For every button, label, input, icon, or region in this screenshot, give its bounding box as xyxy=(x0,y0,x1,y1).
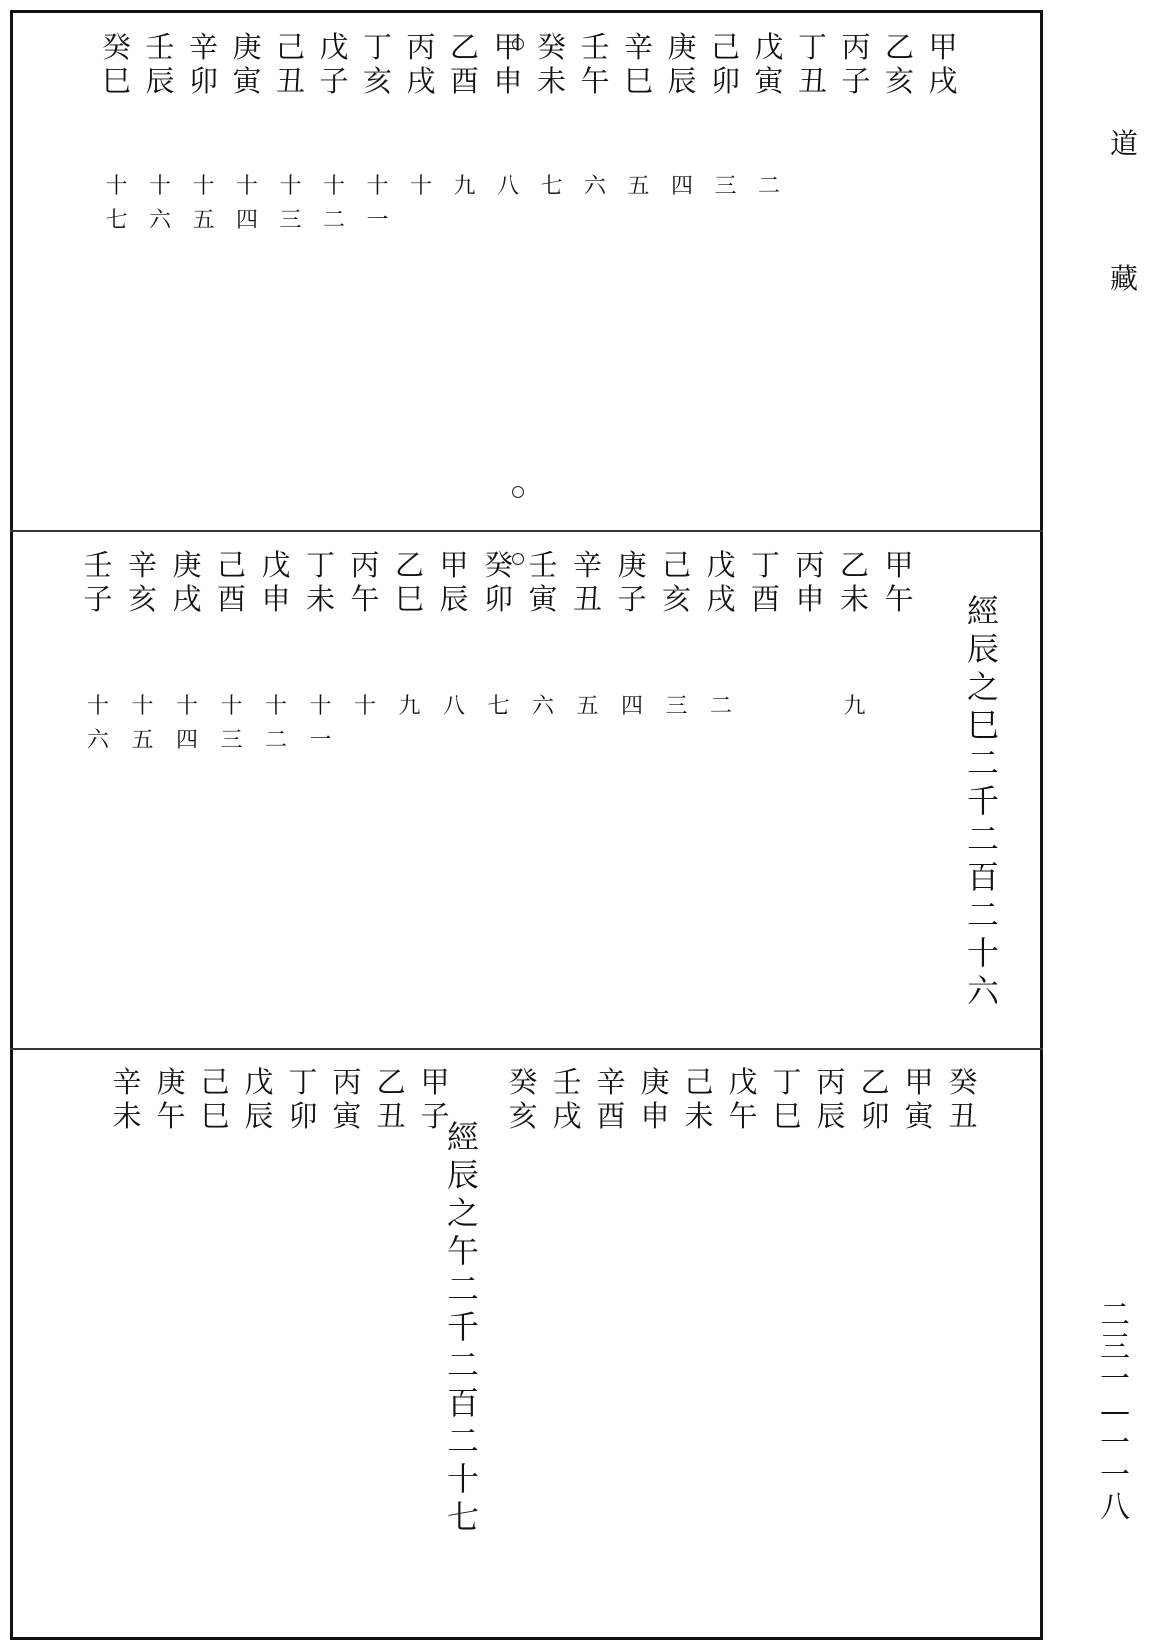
ganzhi-column xyxy=(698,548,744,616)
year-number xyxy=(609,690,655,724)
ganzhi-char: 乙 xyxy=(860,1065,890,1099)
ganzhi-column xyxy=(120,548,166,616)
page-frame xyxy=(10,10,1043,1640)
year-number-char: 二 xyxy=(709,694,732,719)
ganzhi-char: 辛 xyxy=(112,1065,142,1099)
section-title-char: 經 xyxy=(446,1118,479,1156)
ganzhi-column xyxy=(181,30,227,98)
ganzhi-column xyxy=(209,548,255,616)
ganzhi-column xyxy=(398,30,444,98)
ganzhi-column xyxy=(368,1065,414,1133)
year-number-char: 一 xyxy=(366,208,389,233)
ganzhi-char: 壬 xyxy=(145,30,175,64)
ganzhi-column xyxy=(500,1065,546,1133)
year-number xyxy=(75,690,121,758)
ganzhi-char: 寅 xyxy=(232,64,262,98)
margin-title-bottom: 藏 xyxy=(1110,262,1139,295)
ganzhi-char: 丙 xyxy=(406,30,436,64)
ganzhi-char: 辛 xyxy=(127,548,157,582)
section-title-char: 七 xyxy=(446,1498,479,1536)
ganzhi-column xyxy=(544,1065,590,1133)
ganzhi-char: 丑 xyxy=(376,1099,406,1133)
ganzhi-char: 丙 xyxy=(795,548,825,582)
ganzhi-char: 巳 xyxy=(200,1099,230,1133)
ganzhi-char: 戊 xyxy=(261,548,291,582)
year-number-char: 九 xyxy=(398,694,421,719)
ganzhi-char: 丁 xyxy=(305,548,335,582)
year-number xyxy=(746,170,792,204)
year-number xyxy=(703,170,749,204)
ganzhi-char: 寅 xyxy=(904,1099,934,1133)
page-number-char: 一 xyxy=(1100,1458,1130,1493)
ganzhi-column xyxy=(253,548,299,616)
page-number-char: 三 xyxy=(1100,1330,1130,1365)
year-number-char: 七 xyxy=(105,208,128,233)
ganzhi-char: 酉 xyxy=(216,582,246,616)
ganzhi-column xyxy=(877,30,923,98)
ganzhi-column xyxy=(164,548,210,616)
ganzhi-column xyxy=(148,1065,194,1133)
ganzhi-char: 戌 xyxy=(552,1099,582,1133)
ganzhi-char: 丑 xyxy=(948,1099,978,1133)
year-number xyxy=(311,170,357,238)
ganzhi-char: 己 xyxy=(275,30,305,64)
ganzhi-char: 丑 xyxy=(275,64,305,98)
ganzhi-char: 亥 xyxy=(884,64,914,98)
section-divider xyxy=(10,530,1043,532)
year-number-char: 十 xyxy=(105,174,128,199)
ganzhi-column xyxy=(787,548,833,616)
year-number-char: 五 xyxy=(131,728,154,753)
year-number-char: 十 xyxy=(366,174,389,199)
year-number-char: 十 xyxy=(322,174,345,199)
ganzhi-char: 丁 xyxy=(362,30,392,64)
year-number-char: 九 xyxy=(453,174,476,199)
ganzhi-column xyxy=(280,1065,326,1133)
year-number xyxy=(698,690,744,724)
ganzhi-char: 庚 xyxy=(232,30,262,64)
ganzhi-char: 申 xyxy=(640,1099,670,1133)
ganzhi-char: 丁 xyxy=(797,30,827,64)
year-number xyxy=(572,170,618,204)
ganzhi-char: 亥 xyxy=(362,64,392,98)
ganzhi-column xyxy=(632,1065,678,1133)
year-number-char: 十 xyxy=(131,694,154,719)
ganzhi-char: 巳 xyxy=(772,1099,802,1133)
section-title-char: 十 xyxy=(446,1460,479,1498)
ganzhi-column xyxy=(876,548,922,616)
ganzhi-char: 辰 xyxy=(145,64,175,98)
year-number xyxy=(342,690,388,724)
section-title-char: 百 xyxy=(446,1384,479,1422)
ganzhi-column xyxy=(236,1065,282,1133)
year-number-char: 十 xyxy=(86,694,109,719)
year-number-char: 八 xyxy=(496,174,519,199)
ganzhi-char: 巳 xyxy=(394,582,424,616)
year-number xyxy=(616,170,662,204)
ganzhi-char: 甲 xyxy=(493,30,523,64)
year-number-char: 十 xyxy=(279,174,302,199)
ganzhi-char: 戊 xyxy=(706,548,736,582)
year-number-char: 九 xyxy=(843,694,866,719)
year-number-char: 六 xyxy=(148,208,171,233)
ganzhi-char: 己 xyxy=(216,548,246,582)
ganzhi-column xyxy=(442,30,488,98)
ganzhi-char: 丁 xyxy=(288,1065,318,1099)
margin-title-top: 道 xyxy=(1110,127,1139,160)
ganzhi-column xyxy=(746,30,792,98)
ganzhi-char: 辛 xyxy=(188,30,218,64)
ganzhi-column xyxy=(529,30,575,98)
section-title-char: 之 xyxy=(966,668,999,706)
ganzhi-char: 午 xyxy=(580,64,610,98)
ganzhi-char: 丑 xyxy=(797,64,827,98)
ganzhi-char: 子 xyxy=(841,64,871,98)
ganzhi-char: 未 xyxy=(305,582,335,616)
section-title-char: 辰 xyxy=(446,1156,479,1194)
ganzhi-char: 午 xyxy=(728,1099,758,1133)
section-title-char: 十 xyxy=(966,934,999,972)
year-number xyxy=(520,690,566,724)
ganzhi-column xyxy=(833,30,879,98)
ganzhi-char: 未 xyxy=(536,64,566,98)
ganzhi-char: 辰 xyxy=(244,1099,274,1133)
section-title-char: 之 xyxy=(446,1194,479,1232)
ganzhi-char: 子 xyxy=(420,1099,450,1133)
ganzhi-char: 甲 xyxy=(884,548,914,582)
ganzhi-char: 己 xyxy=(200,1065,230,1099)
year-number xyxy=(209,690,255,758)
ganzhi-column xyxy=(832,548,878,616)
ganzhi-char: 酉 xyxy=(750,582,780,616)
year-number-char: 二 xyxy=(757,174,780,199)
year-number-char: 四 xyxy=(670,174,693,199)
year-number xyxy=(94,170,140,238)
ganzhi-char: 癸 xyxy=(101,30,131,64)
ganzhi-char: 戌 xyxy=(928,64,958,98)
year-number xyxy=(565,690,611,724)
year-number-char: 十 xyxy=(148,174,171,199)
ganzhi-char: 己 xyxy=(710,30,740,64)
year-number xyxy=(654,690,700,724)
ganzhi-column xyxy=(743,548,789,616)
ganzhi-char: 癸 xyxy=(536,30,566,64)
ganzhi-column xyxy=(137,30,183,98)
year-number xyxy=(137,170,183,238)
section-title-char: 二 xyxy=(966,744,999,782)
section-title-char: 百 xyxy=(966,858,999,896)
ganzhi-column xyxy=(485,30,531,98)
ganzhi-char: 己 xyxy=(661,548,691,582)
ganzhi-char: 壬 xyxy=(528,548,558,582)
year-number xyxy=(268,170,314,238)
ganzhi-char: 丁 xyxy=(772,1065,802,1099)
ganzhi-char: 戊 xyxy=(728,1065,758,1099)
ganzhi-char: 卯 xyxy=(188,64,218,98)
ganzhi-char: 乙 xyxy=(394,548,424,582)
ganzhi-column xyxy=(609,548,655,616)
year-number xyxy=(485,170,531,204)
ganzhi-column xyxy=(75,548,121,616)
ganzhi-char: 辛 xyxy=(572,548,602,582)
ganzhi-char: 卯 xyxy=(860,1099,890,1133)
ganzhi-char: 午 xyxy=(350,582,380,616)
ganzhi-char: 庚 xyxy=(156,1065,186,1099)
ganzhi-column xyxy=(764,1065,810,1133)
ganzhi-column xyxy=(659,30,705,98)
ganzhi-char: 巳 xyxy=(623,64,653,98)
ganzhi-char: 乙 xyxy=(449,30,479,64)
ganzhi-char: 子 xyxy=(617,582,647,616)
year-number-char: 十 xyxy=(353,694,376,719)
ganzhi-char: 丙 xyxy=(841,30,871,64)
page-number xyxy=(1092,1300,1138,1524)
section-title xyxy=(440,1118,486,1536)
ganzhi-column xyxy=(342,548,388,616)
ganzhi-column xyxy=(588,1065,634,1133)
ganzhi-char: 甲 xyxy=(904,1065,934,1099)
year-number xyxy=(832,690,878,724)
ganzhi-column xyxy=(896,1065,942,1133)
ganzhi-char: 壬 xyxy=(552,1065,582,1099)
ganzhi-char: 辛 xyxy=(623,30,653,64)
ganzhi-char: 辰 xyxy=(816,1099,846,1133)
year-number-char: 三 xyxy=(279,208,302,233)
ganzhi-char: 未 xyxy=(112,1099,142,1133)
ganzhi-column xyxy=(654,548,700,616)
ganzhi-column xyxy=(224,30,270,98)
ganzhi-char: 乙 xyxy=(376,1065,406,1099)
section-title-char: 二 xyxy=(966,896,999,934)
year-number xyxy=(164,690,210,758)
page-number-char: 二 xyxy=(1100,1298,1130,1333)
year-number xyxy=(253,690,299,758)
ganzhi-column xyxy=(616,30,662,98)
ganzhi-char: 癸 xyxy=(508,1065,538,1099)
ganzhi-column xyxy=(311,30,357,98)
year-number xyxy=(387,690,433,724)
year-number-char: 五 xyxy=(627,174,650,199)
ganzhi-char: 亥 xyxy=(508,1099,538,1133)
year-number xyxy=(431,690,477,724)
year-number-char: 六 xyxy=(86,728,109,753)
section-title-char: 千 xyxy=(966,782,999,820)
year-number-char: 五 xyxy=(576,694,599,719)
year-number xyxy=(398,170,444,204)
ganzhi-char: 甲 xyxy=(420,1065,450,1099)
ganzhi-column xyxy=(94,30,140,98)
ganzhi-char: 未 xyxy=(684,1099,714,1133)
year-number-char: 五 xyxy=(192,208,215,233)
ganzhi-char: 子 xyxy=(319,64,349,98)
section-title-char: 二 xyxy=(966,820,999,858)
ganzhi-char: 亥 xyxy=(127,582,157,616)
ganzhi-column xyxy=(431,548,477,616)
section-title-char: 經 xyxy=(966,592,999,630)
section-title-char: 千 xyxy=(446,1308,479,1346)
page-number-char: 一 xyxy=(1100,1362,1130,1397)
page-number-char: 一 xyxy=(1100,1426,1130,1461)
year-number xyxy=(529,170,575,204)
ganzhi-char: 卯 xyxy=(288,1099,318,1133)
section-divider xyxy=(10,1048,1043,1050)
section-title-char: 二 xyxy=(446,1270,479,1308)
year-number-char: 十 xyxy=(175,694,198,719)
ganzhi-char: 午 xyxy=(884,582,914,616)
ganzhi-char: 癸 xyxy=(948,1065,978,1099)
ganzhi-char: 丙 xyxy=(332,1065,362,1099)
year-number-char: 十 xyxy=(192,174,215,199)
year-number-char: 七 xyxy=(540,174,563,199)
year-number-char: 二 xyxy=(322,208,345,233)
year-number xyxy=(181,170,227,238)
year-number-char: 二 xyxy=(264,728,287,753)
ganzhi-char: 午 xyxy=(156,1099,186,1133)
ganzhi-char: 戌 xyxy=(706,582,736,616)
ganzhi-char: 卯 xyxy=(710,64,740,98)
ganzhi-char: 庚 xyxy=(667,30,697,64)
ganzhi-column xyxy=(940,1065,986,1133)
ganzhi-column xyxy=(192,1065,238,1133)
ganzhi-char: 丙 xyxy=(350,548,380,582)
ganzhi-column xyxy=(324,1065,370,1133)
year-number-char: 三 xyxy=(714,174,737,199)
ganzhi-column xyxy=(387,548,433,616)
year-number-char: 六 xyxy=(583,174,606,199)
ganzhi-column xyxy=(920,30,966,98)
ganzhi-char: 己 xyxy=(684,1065,714,1099)
ganzhi-column xyxy=(808,1065,854,1133)
ganzhi-char: 亥 xyxy=(661,582,691,616)
year-number xyxy=(224,170,270,238)
year-number-char: 三 xyxy=(220,728,243,753)
year-number xyxy=(442,170,488,204)
year-number xyxy=(355,170,401,238)
ganzhi-char: 甲 xyxy=(928,30,958,64)
ganzhi-char: 庚 xyxy=(640,1065,670,1099)
ganzhi-char: 酉 xyxy=(449,64,479,98)
year-number-char: 十 xyxy=(409,174,432,199)
ganzhi-char: 未 xyxy=(839,582,869,616)
ganzhi-char: 壬 xyxy=(83,548,113,582)
ganzhi-char: 戊 xyxy=(754,30,784,64)
year-number-char: 十 xyxy=(309,694,332,719)
ganzhi-char: 丑 xyxy=(572,582,602,616)
ganzhi-char: 寅 xyxy=(332,1099,362,1133)
ganzhi-char: 辛 xyxy=(596,1065,626,1099)
year-number xyxy=(476,690,522,724)
ganzhi-column xyxy=(298,548,344,616)
ganzhi-char: 乙 xyxy=(839,548,869,582)
year-number-char: 六 xyxy=(531,694,554,719)
year-number-char: 四 xyxy=(235,208,258,233)
year-number xyxy=(120,690,166,758)
ganzhi-char: 申 xyxy=(493,64,523,98)
ganzhi-char: 申 xyxy=(795,582,825,616)
year-number-char: 四 xyxy=(175,728,198,753)
ganzhi-char: 戌 xyxy=(172,582,202,616)
ganzhi-column xyxy=(703,30,749,98)
ganzhi-column xyxy=(572,30,618,98)
ganzhi-column xyxy=(565,548,611,616)
section-title xyxy=(960,592,1006,1010)
year-number-char: 三 xyxy=(665,694,688,719)
ganzhi-column xyxy=(268,30,314,98)
section-title-char: 辰 xyxy=(966,630,999,668)
section-title-char: 巳 xyxy=(966,706,999,744)
ganzhi-char: 戊 xyxy=(319,30,349,64)
ganzhi-char: 戌 xyxy=(406,64,436,98)
punctuation-circle xyxy=(512,486,524,498)
section-title-char: 二 xyxy=(446,1422,479,1460)
ganzhi-char: 寅 xyxy=(528,582,558,616)
punctuation-circle xyxy=(512,553,524,565)
ganzhi-char: 庚 xyxy=(617,548,647,582)
year-number-char: 十 xyxy=(220,694,243,719)
page-number-char: — xyxy=(1100,1394,1130,1429)
ganzhi-column xyxy=(790,30,836,98)
ganzhi-char: 甲 xyxy=(439,548,469,582)
ganzhi-char: 申 xyxy=(261,582,291,616)
year-number-char: 十 xyxy=(264,694,287,719)
section-title-char: 六 xyxy=(966,972,999,1010)
ganzhi-char: 乙 xyxy=(884,30,914,64)
ganzhi-column xyxy=(676,1065,722,1133)
ganzhi-char: 癸 xyxy=(483,548,513,582)
ganzhi-char: 戊 xyxy=(244,1065,274,1099)
ganzhi-column xyxy=(720,1065,766,1133)
punctuation-circle xyxy=(512,38,524,50)
ganzhi-column xyxy=(520,548,566,616)
section-title-char: 午 xyxy=(446,1232,479,1270)
ganzhi-char: 丁 xyxy=(750,548,780,582)
year-number-char: 七 xyxy=(487,694,510,719)
ganzhi-char: 寅 xyxy=(754,64,784,98)
ganzhi-char: 子 xyxy=(83,582,113,616)
year-number xyxy=(298,690,344,758)
ganzhi-char: 酉 xyxy=(596,1099,626,1133)
ganzhi-column xyxy=(355,30,401,98)
ganzhi-char: 庚 xyxy=(172,548,202,582)
ganzhi-char: 辰 xyxy=(667,64,697,98)
ganzhi-column xyxy=(104,1065,150,1133)
year-number-char: 四 xyxy=(620,694,643,719)
ganzhi-column xyxy=(852,1065,898,1133)
ganzhi-char: 壬 xyxy=(580,30,610,64)
ganzhi-char: 辰 xyxy=(439,582,469,616)
year-number-char: 八 xyxy=(442,694,465,719)
year-number-char: 十 xyxy=(235,174,258,199)
page-number-char: 八 xyxy=(1100,1490,1130,1525)
year-number-char: 一 xyxy=(309,728,332,753)
ganzhi-char: 丙 xyxy=(816,1065,846,1099)
ganzhi-char: 巳 xyxy=(101,64,131,98)
section-title-char: 二 xyxy=(446,1346,479,1384)
year-number xyxy=(659,170,705,204)
ganzhi-char: 卯 xyxy=(483,582,513,616)
